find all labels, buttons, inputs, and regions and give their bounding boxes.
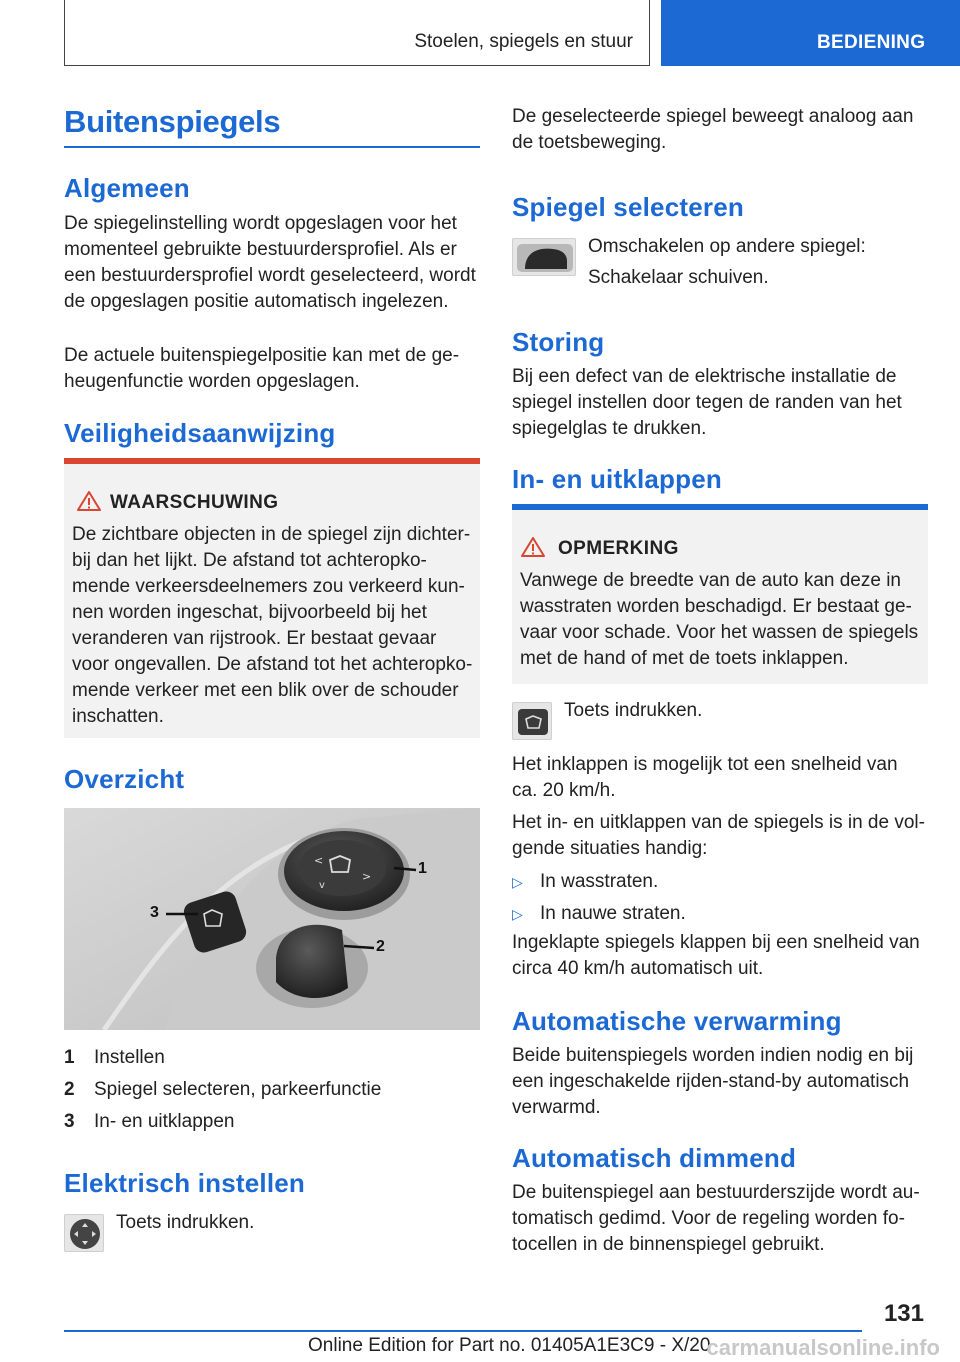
footer-rule [64, 1330, 862, 1332]
header-chapter-title: BEDIENING [817, 32, 926, 53]
mirror-select-switch-icon [512, 238, 576, 276]
legend-number: 3 [64, 1111, 75, 1132]
klappen-bullet-list [512, 866, 928, 930]
watermark: carmanualsonline.info [706, 1335, 940, 1360]
svg-text:v: v [319, 880, 325, 891]
legend-item [64, 1042, 480, 1074]
notice-box [512, 504, 928, 684]
notice-triangle-icon [520, 536, 546, 558]
legend-item [64, 1074, 480, 1106]
mirror-adjust-button-icon [64, 1214, 104, 1252]
page-title: Buitenspiegels [64, 104, 281, 139]
selecteren-line-1: Omschakelen op andere spiegel: [588, 236, 866, 257]
verwarming-text: Beide buitenspiegels worden indien nodig en bij een ingeschakelde rijden-stand-by automatisch verwarmd. [512, 1045, 914, 1118]
heading-elektrisch: Elektrisch instellen [64, 1168, 305, 1198]
title-rule [64, 146, 480, 148]
warning-text: De zichtbare objecten in de spiegel zijn dichterbij dan het lijkt. De afstand tot achteropkomende verkeersdeelnemers zou verkeerd kunnen worden ingeschat, bijvoorbeeld bij het veranderen van rijstrook. Er bestaat gevaar voor ongevallen. De afstand tot het achteropkomende verkeer met een blik over de schouder inschatten. [72, 524, 473, 727]
callout-3: 3 [150, 904, 159, 921]
heading-klappen: In- en uitklappen [512, 464, 722, 494]
heading-storing: Storing [512, 327, 605, 357]
svg-text:>: > [362, 870, 372, 883]
storing-text: Bij een defect van de elektrische installatie de spiegel instellen door tegen de randen van het spiegelglas te drukken. [512, 366, 902, 439]
legend-list [64, 1042, 480, 1138]
right-intro: De geselecteerde spiegel beweegt analoog aan de toetsbeweging. [512, 106, 914, 153]
legend-label: Spiegel selecteren, parkeerfunctie [94, 1079, 382, 1100]
heading-dimmend: Automatisch dimmend [512, 1143, 797, 1173]
bullet-triangle-icon: ▷ [512, 873, 523, 890]
page-number: 131 [883, 1300, 924, 1327]
svg-text:<: < [314, 854, 324, 867]
warning-triangle-icon [76, 490, 102, 512]
header-chapter-box [661, 0, 960, 66]
heading-verwarming: Automatische verwarming [512, 1006, 842, 1036]
heading-overzicht: Overzicht [64, 764, 185, 794]
footer-edition: Online Edition for Part no. 01405A1E3C9 - X/20 [308, 1335, 711, 1356]
heading-algemeen: Algemeen [64, 173, 190, 203]
heading-selecteren: Spiegel selecteren [512, 192, 744, 222]
legend-label: In- en uitklappen [94, 1111, 235, 1132]
algemeen-paragraph-2: De actuele buitenspiegelpositie kan met de geheugenfunctie worden opgeslagen. [64, 345, 460, 392]
dimmend-text: De buitenspiegel aan bestuurderszijde wordt automatisch gedimd. Voor de regeling worden fotocellen in de binnenspiegel gebruikt. [512, 1182, 920, 1255]
mirror-controls-illustration [64, 808, 480, 1030]
mirror-controls-image [64, 808, 480, 1030]
legend-item [64, 1106, 480, 1138]
callout-2: 2 [376, 938, 385, 955]
klappen-paragraph-3: Ingeklapte spiegels klappen bij een snelheid van circa 40 km/h automatisch uit. [512, 932, 920, 979]
heading-veiligheid: Veiligheidsaanwijzing [64, 418, 336, 448]
legend-label: Instellen [94, 1047, 165, 1068]
fold-mirror-button-icon [512, 702, 552, 740]
klappen-paragraph-1: Het inklappen is mogelijk tot een snelheid van ca. 20 km/h. [512, 754, 898, 801]
klappen-paragraph-2: Het in- en uitklappen van de spiegels is in de volgende situaties handig: [512, 812, 925, 859]
bullet-label: In wasstraten. [540, 871, 659, 892]
bullet-label: In nauwe straten. [540, 903, 686, 924]
callout-1: 1 [418, 860, 427, 877]
header-section-box [64, 0, 650, 66]
algemeen-paragraph-1: De spiegelinstelling wordt opgeslagen voor het momenteel gebruikte bestuurdersprofiel. Als er een bestuurdersprofiel wordt geselecteerd, wordt de opgeslagen positie automatisch ingelezen. [64, 213, 476, 312]
header-section-title: Stoelen, spiegels en stuur [414, 31, 633, 52]
klappen-action: Toets indrukken. [564, 700, 703, 721]
warning-title: WAARSCHUWING [110, 492, 279, 513]
list-item [512, 866, 928, 898]
notice-title: OPMERKING [558, 538, 679, 559]
legend-number: 2 [64, 1079, 75, 1100]
warning-box [64, 458, 480, 738]
elektrisch-action: Toets indrukken. [116, 1212, 255, 1233]
list-item [512, 898, 928, 930]
legend-number: 1 [64, 1047, 75, 1068]
bullet-triangle-icon: ▷ [512, 905, 523, 922]
notice-text: Vanwege de breedte van de auto kan deze in wasstraten worden beschadigd. Er bestaat gevaar voor schade. Voor het wassen de spiegels met de hand of met de toets inklappen. [520, 570, 919, 669]
selecteren-line-2: Schakelaar schuiven. [588, 267, 769, 288]
